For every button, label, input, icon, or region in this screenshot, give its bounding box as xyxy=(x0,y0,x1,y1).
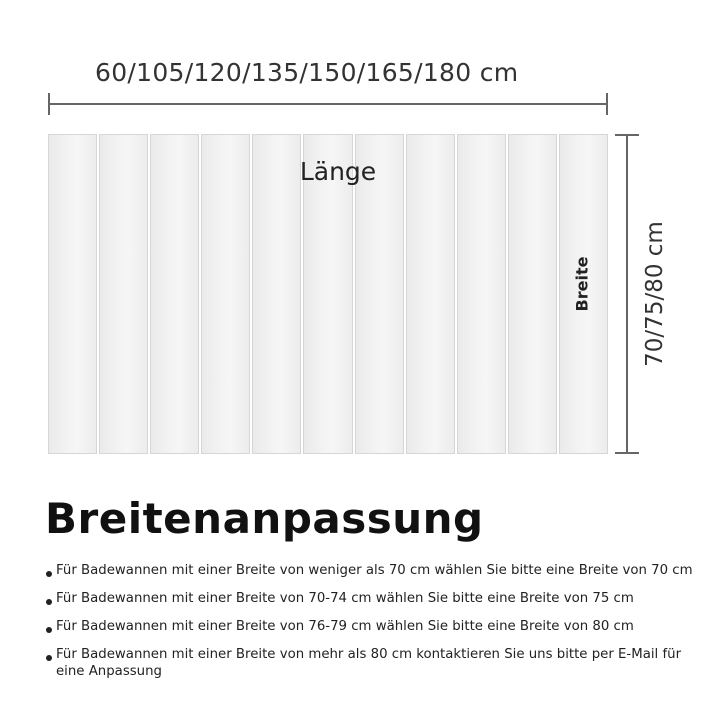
length-dimension-cap-right xyxy=(606,93,608,115)
width-dimension-cap-bottom xyxy=(615,452,639,454)
cover-panel xyxy=(150,134,199,454)
cover-panel xyxy=(252,134,301,454)
size-note: Für Badewannen mit einer Breite von 76-79 cm wählen Sie bitte eine Breite von 80 cm xyxy=(44,618,708,635)
cover-panel xyxy=(457,134,506,454)
length-dimension-label: 60/105/120/135/150/165/180 cm xyxy=(95,58,519,87)
size-note: Für Badewannen mit einer Breite von weniger als 70 cm wählen Sie bitte eine Breite von 70 cm xyxy=(44,562,708,579)
size-note: Für Badewannen mit einer Breite von mehr als 80 cm kontaktieren Sie uns bitte per E-Mail für eine Anpassung xyxy=(44,646,708,680)
cover-panel xyxy=(48,134,97,454)
width-text: Breite xyxy=(572,256,592,312)
cover-panel xyxy=(99,134,148,454)
cover-panel xyxy=(508,134,557,454)
width-dimension-line xyxy=(626,134,628,454)
width-dimension-label: 70/75/80 cm xyxy=(642,221,668,367)
length-dimension-line xyxy=(48,103,608,105)
section-heading: Breitenanpassung xyxy=(45,494,484,543)
size-notes-list xyxy=(44,562,708,680)
cover-panel xyxy=(406,134,455,454)
width-dimension-cap-top xyxy=(615,134,639,136)
length-dimension-cap-left xyxy=(48,93,50,115)
size-note: Für Badewannen mit einer Breite von 70-74 cm wählen Sie bitte eine Breite von 75 cm xyxy=(44,590,708,607)
length-text: Länge xyxy=(299,157,377,186)
cover-panel xyxy=(201,134,250,454)
